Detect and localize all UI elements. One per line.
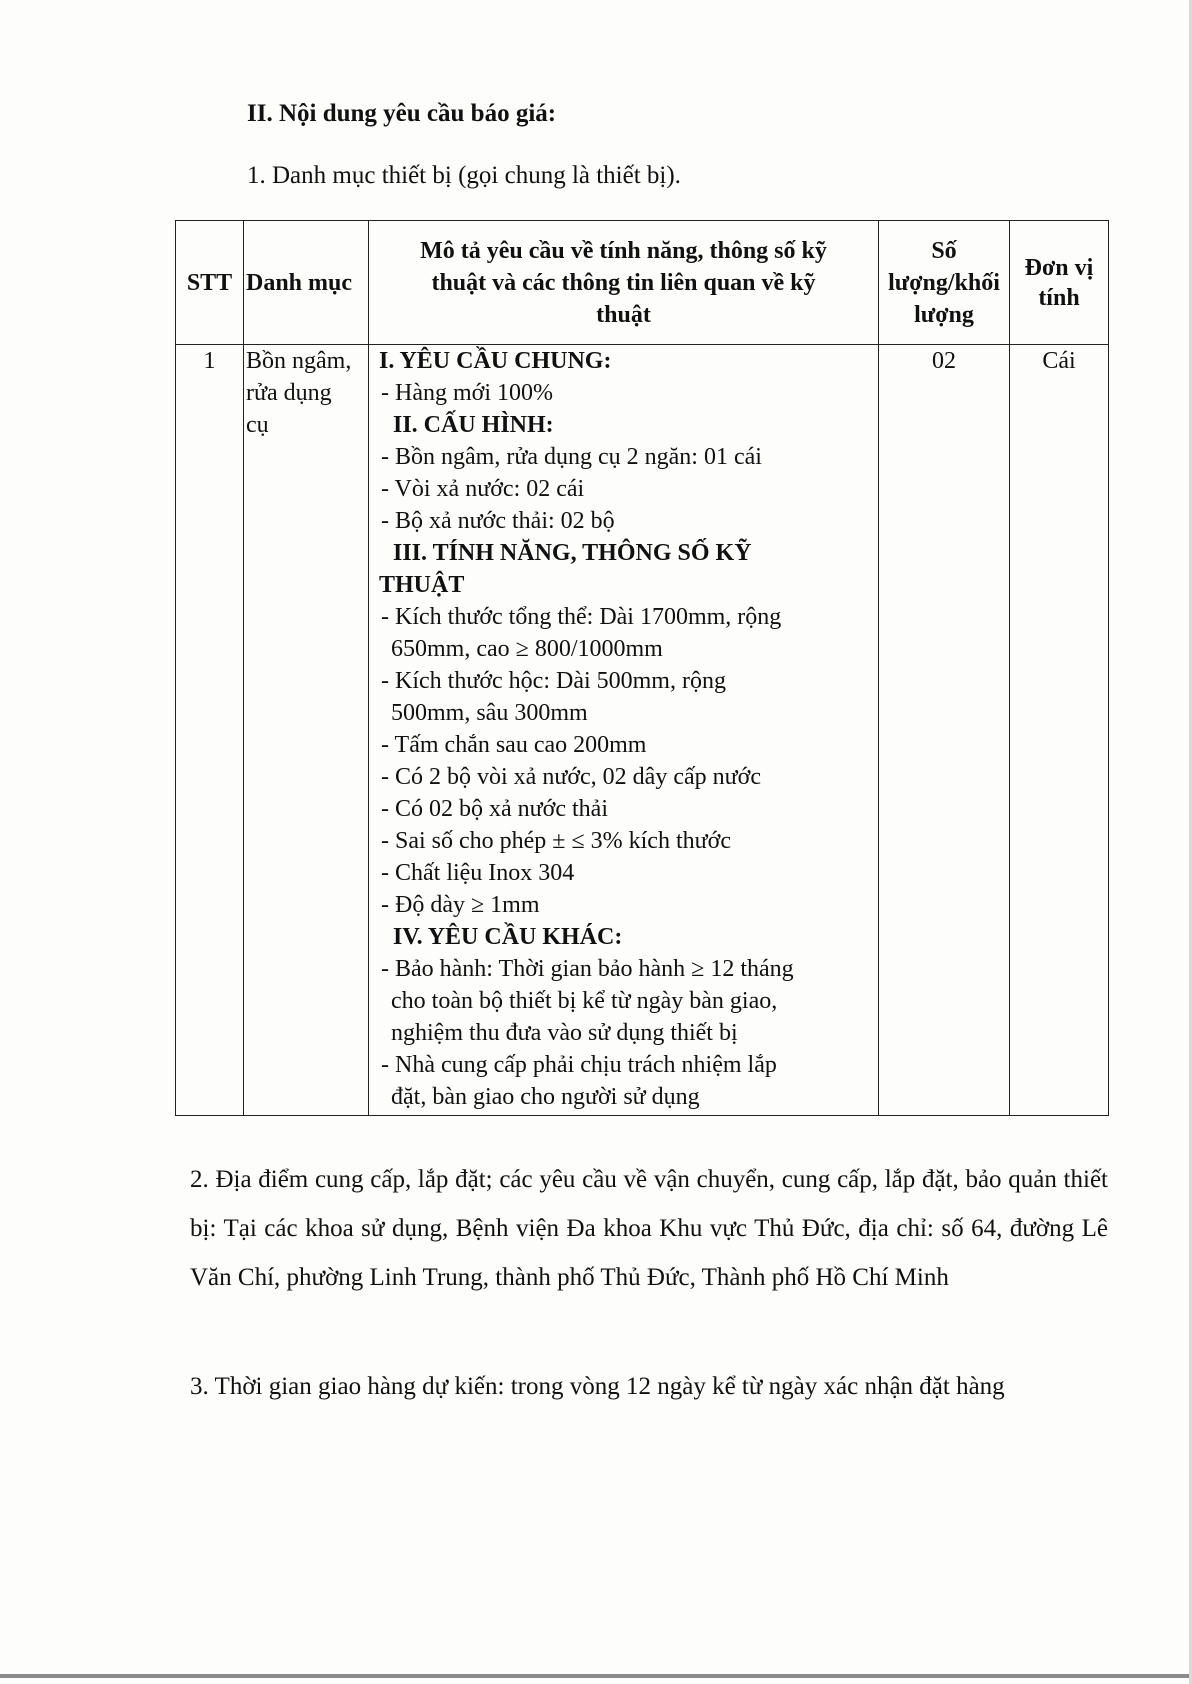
row-stt: 1 (176, 345, 244, 1116)
desc-line: - Chất liệu Inox 304 (381, 860, 575, 886)
desc-line: - Hàng mới 100% (381, 380, 553, 406)
header-don-vi-line: tính (1038, 284, 1080, 311)
header-stt: STT (176, 221, 244, 345)
header-don-vi-line: Đơn vị (1024, 254, 1094, 281)
table-row (176, 345, 1109, 1116)
desc-line: - Bộ xả nước thải: 02 bộ (381, 508, 615, 534)
desc-line: - Có 02 bộ xả nước thải (381, 796, 608, 822)
desc-heading: I. YÊU CẦU CHUNG: (379, 348, 612, 374)
header-so-luong (879, 221, 1010, 345)
desc-line: - Bồn ngâm, rửa dụng cụ 2 ngăn: 01 cái (381, 444, 762, 470)
desc-heading: III. TÍNH NĂNG, THÔNG SỐ KỸ (393, 540, 752, 566)
desc-line: - Nhà cung cấp phải chịu trách nhiệm lắp (381, 1052, 777, 1078)
scan-bottom-edge (0, 1674, 1192, 1678)
row-danh-muc-line: Bồn ngâm, (246, 348, 352, 374)
desc-line: - Vòi xả nước: 02 cái (381, 476, 585, 502)
header-mo-ta-line: Mô tả yêu cầu về tính năng, thông số kỹ (420, 237, 827, 264)
header-so-luong-line: lượng (914, 301, 974, 328)
desc-heading: IV. YÊU CẦU KHÁC: (393, 924, 623, 950)
equipment-table (175, 220, 1109, 1116)
desc-line: - Sai số cho phép ± ≤ 3% kích thước (381, 828, 731, 854)
header-mo-ta (369, 221, 879, 345)
header-don-vi (1010, 221, 1109, 345)
desc-line: - Tấm chắn sau cao 200mm (381, 732, 647, 758)
row-danh-muc (244, 345, 369, 1116)
desc-line: đặt, bàn giao cho người sử dụng (391, 1084, 700, 1110)
paragraph-location: 2. Địa điểm cung cấp, lắp đặt; các yêu cầu về vận chuyển, cung cấp, lắp đặt, bảo quản thiết bị: Tại các khoa sử dụng, Bệnh viện Đa khoa Khu vực Thủ Đức, địa chỉ: số 64, đường Lê Văn Chí, phường Linh Trung, thành phố Thủ Đức, Thành phố Hồ Chí Minh (190, 1166, 1108, 1291)
desc-line: - Kích thước hộc: Dài 500mm, rộng (381, 668, 726, 694)
desc-line: 650mm, cao ≥ 800/1000mm (391, 636, 663, 662)
desc-line: - Có 2 bộ vòi xả nước, 02 dây cấp nước (381, 764, 761, 790)
desc-line: cho toàn bộ thiết bị kể từ ngày bàn giao, (391, 988, 778, 1014)
desc-line: 500mm, sâu 300mm (391, 700, 588, 726)
header-mo-ta-line: thuật và các thông tin liên quan về kỹ (431, 269, 816, 296)
row-danh-muc-line: rửa dụng (246, 380, 332, 406)
desc-line: - Độ dày ≥ 1mm (381, 892, 540, 918)
header-so-luong-line: lượng/khối (888, 269, 1000, 296)
table-header-row (176, 221, 1109, 345)
section-heading: II. Nội dung yêu cầu báo giá: (247, 100, 557, 127)
desc-line: - Kích thước tổng thể: Dài 1700mm, rộng (381, 604, 782, 630)
row-description (369, 345, 879, 1116)
row-so-luong: 02 (879, 345, 1010, 1116)
desc-line: nghiệm thu đưa vào sử dụng thiết bị (391, 1020, 738, 1046)
row-danh-muc-line: cụ (246, 412, 269, 438)
desc-heading: THUẬT (379, 572, 465, 598)
row-don-vi: Cái (1010, 345, 1109, 1116)
sub-heading: 1. Danh mục thiết bị (gọi chung là thiết bị). (247, 162, 681, 189)
header-so-luong-line: Số (931, 237, 957, 264)
desc-line: - Bảo hành: Thời gian bảo hành ≥ 12 tháng (381, 956, 794, 982)
paragraph-delivery-time: 3. Thời gian giao hàng dự kiến: trong vòng 12 ngày kể từ ngày xác nhận đặt hàng (190, 1373, 1005, 1400)
header-danh-muc: Danh mục (244, 221, 369, 345)
header-mo-ta-line: thuật (596, 301, 651, 328)
desc-heading: II. CẤU HÌNH: (393, 412, 554, 438)
